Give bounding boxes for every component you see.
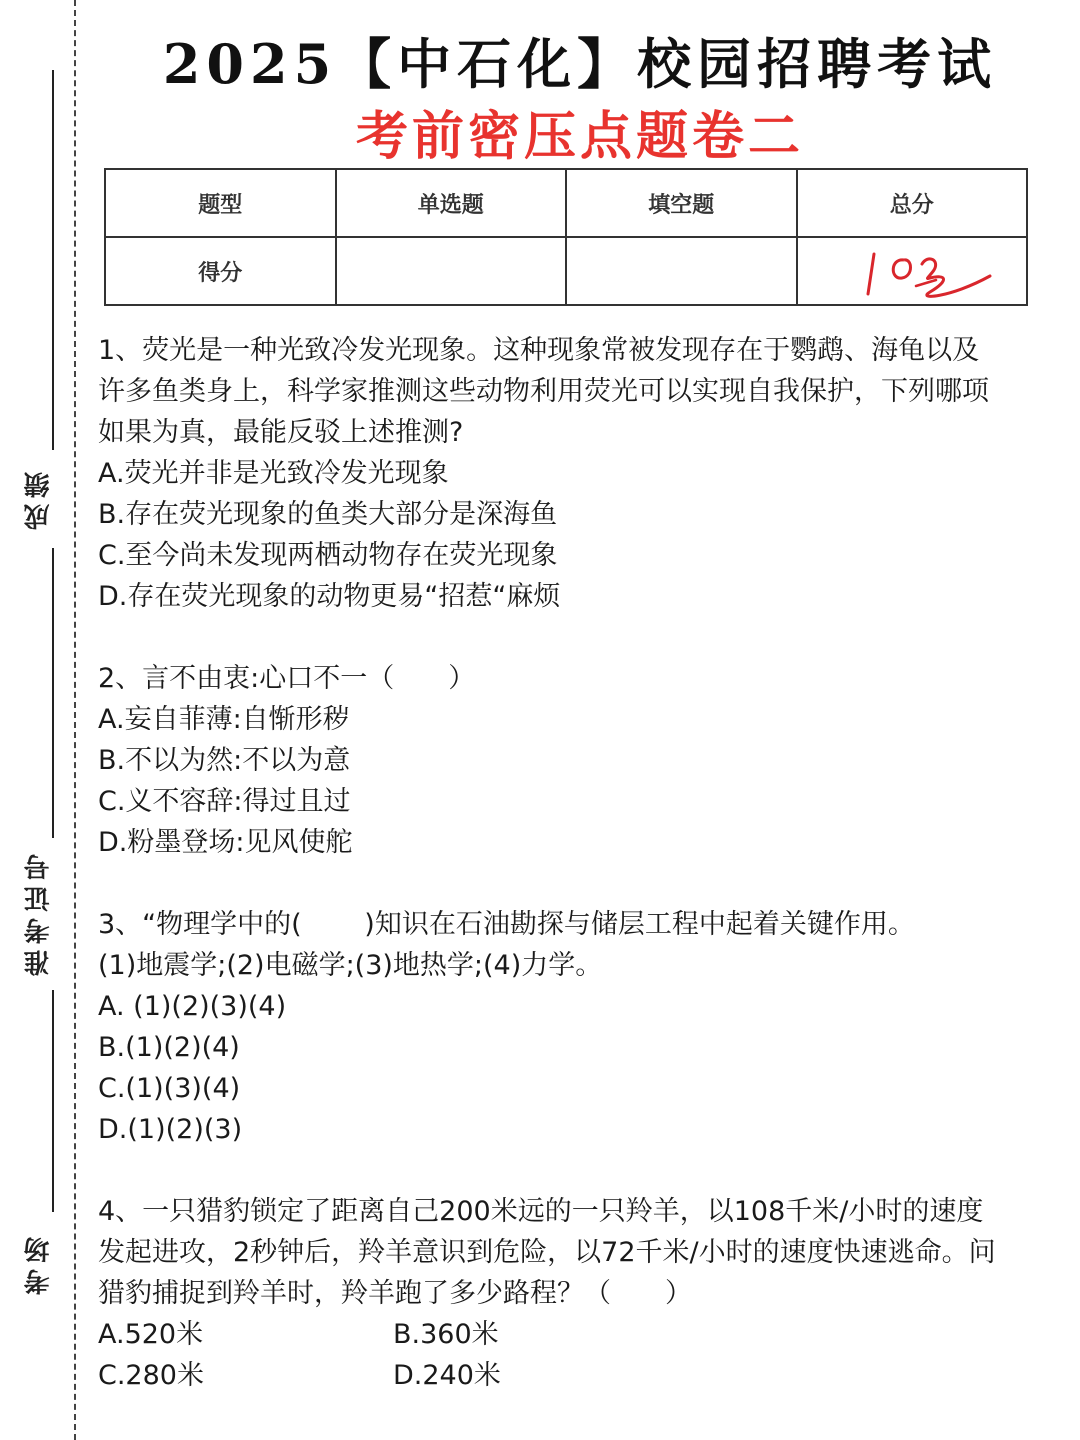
question-3-option-b: B.(1)(2)(4) — [98, 1032, 240, 1063]
question-1-option-a: A.荧光并非是光致冷发光现象 — [98, 458, 449, 489]
score-underline — [52, 70, 54, 450]
question-2-option-c: C.义不容辞:得过且过 — [98, 786, 351, 817]
room-underline — [52, 990, 54, 1212]
score-table-header-row — [105, 169, 1027, 237]
question-4-line-2: 发起进攻，2秒钟后，羚羊意识到危险，以72千米/小时的速度快速逃命。问 — [98, 1237, 996, 1268]
ticket-side-label: 准考证号 — [24, 848, 54, 976]
score-side-label: 成绩 — [24, 466, 54, 530]
question-1-line-3: 如果为真，最能反驳上述推测? — [98, 417, 464, 448]
question-4-option-c: C.280米 — [98, 1360, 204, 1391]
score-table — [104, 168, 1028, 306]
header-cell-type: 题型 — [105, 169, 336, 237]
ticket-underline-top — [52, 548, 54, 838]
question-3-line-2: (1)地震学;(2)电磁学;(3)地热学;(4)力学。 — [98, 950, 603, 981]
question-1-option-b: B.存在荧光现象的鱼类大部分是深海鱼 — [98, 499, 558, 530]
question-4-option-d: D.240米 — [393, 1360, 501, 1391]
question-1-line-2: 许多鱼类身上，科学家推测这些动物利用荧光可以实现自我保护，下列哪项 — [98, 376, 989, 407]
question-3-option-d: D.(1)(2)(3) — [98, 1114, 243, 1145]
question-2-option-b: B.不以为然:不以为意 — [98, 745, 351, 776]
question-3-option-a: A. (1)(2)(3)(4) — [98, 991, 287, 1022]
question-2 — [98, 658, 1070, 863]
question-2-option-d: D.粉墨登场:见风使舵 — [98, 827, 353, 858]
header-cell-total: 总分 — [797, 169, 1028, 237]
question-1-option-d: D.存在荧光现象的动物更易“招惹“麻烦 — [98, 581, 561, 612]
question-4-option-a: A.520米 — [98, 1319, 204, 1350]
question-1-option-c: C.至今尚未发现两栖动物存在荧光现象 — [98, 540, 558, 571]
question-1 — [98, 330, 1070, 617]
score-table-score-row — [105, 237, 1027, 305]
score-cell-fill-blank — [566, 237, 797, 305]
question-3-option-c: C.(1)(3)(4) — [98, 1073, 241, 1104]
question-4-options-row-1 — [98, 1314, 1070, 1355]
question-4-options-row-2 — [98, 1355, 1070, 1396]
question-list — [98, 330, 1070, 1437]
question-2-line-1: 2、言不由衷:心口不一（ ） — [98, 663, 476, 694]
binding-dashed-line — [74, 0, 76, 1440]
room-side-label: 考场 — [24, 1231, 54, 1295]
question-4-line-1: 4、一只猎豹锁定了距离自己200米远的一只羚羊，以108千米/小时的速度 — [98, 1196, 984, 1227]
question-2-option-a: A.妄自菲薄:自惭形秽 — [98, 704, 350, 735]
question-1-line-1: 1、荧光是一种光致冷发光现象。这种现象常被发现存在于鹦鹉、海龟以及 — [98, 335, 980, 366]
question-4-option-b: B.360米 — [393, 1319, 499, 1350]
header-cell-single-choice: 单选题 — [336, 169, 567, 237]
page-title: 2025【中石化】校园招聘考试 — [162, 32, 998, 96]
question-4 — [98, 1191, 1070, 1396]
question-3 — [98, 904, 1070, 1150]
question-3-line-1: 3、“物理学中的( )知识在石油勘探与储层工程中起着关键作用。 — [98, 909, 915, 940]
page-subtitle: 考前密压点题卷二 — [355, 106, 804, 167]
score-cell-total — [797, 237, 1028, 305]
handwritten-score-100 — [860, 240, 1000, 306]
header-cell-fill-blank: 填空题 — [566, 169, 797, 237]
score-cell-single-choice — [336, 237, 567, 305]
score-row-label: 得分 — [105, 237, 336, 305]
question-4-line-3: 猎豹捕捉到羚羊时，羚羊跑了多少路程？（ ） — [98, 1278, 692, 1309]
